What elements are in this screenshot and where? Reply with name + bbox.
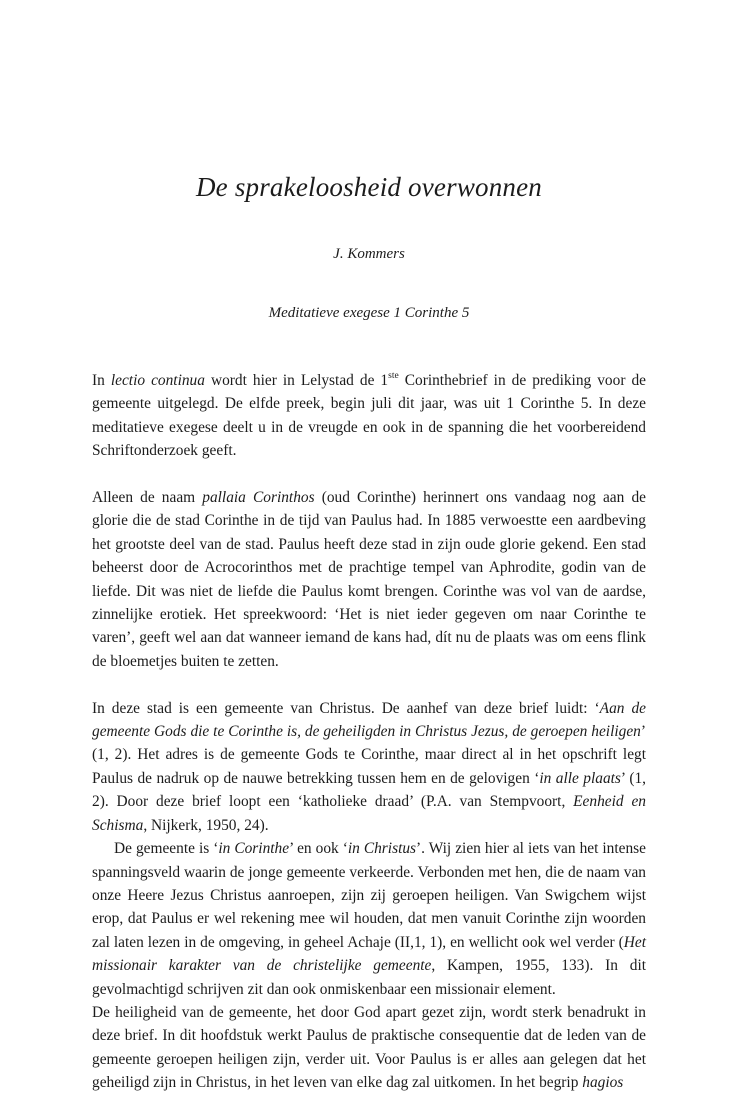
text-segment: in Christus	[347, 840, 417, 858]
article-body	[92, 369, 646, 1095]
text-segment: De gemeente is ‘	[114, 840, 219, 858]
text-segment: Alleen de naam	[92, 489, 203, 507]
text-segment: pallaia Corinthos	[202, 489, 315, 507]
text-segment: lectio continua	[110, 372, 205, 389]
article-title: De sprakeloosheid overwonnen	[195, 172, 543, 202]
text-segment: De heiligheid van de gemeente, het door God apart gezet zijn, wordt sterk benadrukt in deze brief. In dit hoofdstuk werkt Paulus de praktische consequentie dat de leden van de gemeente geroepen heiligen zijn, verder uit. Voor Paulus is er alles aan gelegen dat het geheiligd zijn in Christus, in het leven van elke dag zal uitkomen. In het begrip	[92, 1003, 646, 1092]
paragraph-corinth-history	[92, 486, 646, 673]
text-segment: ’ (1, 2). Het adres is de gemeente Gods te Corinthe, maar direct al in het opschrift legt Paulus de nadruk op de nauwe betrekking tussen hem en de gelovigen ‘	[92, 723, 646, 787]
paragraph-congregation	[92, 697, 646, 837]
text-segment: (oud Corinthe) herinnert ons vandaag nog aan de glorie die de stad Corinthe in de tijd van Paulus had. In 1885 verwoestte een aardbeving het grootste deel van de stad. Paulus heeft deze stad in zijn oude glorie gekend. Een stad beheerst door de Acrocorinthos met de prachtige tempel van Aphrodite, godin van de liefde. Dit was niet de liefde die Paulus komt brengen. Corinthe was vol van de aardse, zinnelijke erotiek. Het spreekwoord: ‘Het is niet ieder gegeven om naar Corinthe te varen’, geeft wel aan dat wanneer iemand de kans had, dít nu de plaats was om eens flink de bloemetjes buiten te zetten.	[92, 489, 646, 670]
text-segment: Eenheid en Schisma	[92, 793, 646, 834]
text-segment: Aan de gemeente Gods die te Corinthe is, de geheiligden in Christus Jezus, de geroepen heiligen	[92, 699, 646, 741]
text-segment: in alle plaats	[539, 769, 621, 787]
article-subtitle: Meditatieve exegese 1 Corinthe 5	[268, 305, 470, 321]
text-segment: , Nijkerk, 1950, 24).	[143, 816, 269, 834]
paragraph-intro	[92, 369, 646, 463]
paragraph-tension	[92, 837, 646, 1001]
text-segment: , Kampen, 1955, 133). In dit gevolmachtigd schrijven zit dan ook onmiskenbaar een missionair element.	[92, 957, 646, 998]
text-segment: Het missionair karakter van de christelijke gemeente	[92, 933, 646, 975]
text-segment: ste	[388, 371, 399, 381]
text-segment: hagios	[582, 1074, 624, 1092]
text-segment: wordt hier in Lelystad de 1	[204, 372, 389, 389]
paragraph-holiness	[92, 1001, 646, 1095]
text-segment: In	[92, 372, 111, 389]
text-segment: ’. Wij zien hier al iets van het intense spanningsveld waarin de jonge gemeente verkeerde. Verbonden met hen, die de naam van onze Heere Jezus Christus aanroepen, zijn zij geroepen heiligen. Van Swigchem wijst erop, dat Paulus er wel rekening mee wil houden, dat men vanuit Corinthe zijn woorden zal laten lezen in de omgeving, in geheel Achaje (II,1, 1), en wellicht ook wel verder (	[92, 840, 646, 951]
text-segment: Corinthebrief in de prediking voor de gemeente uitgelegd. De elfde preek, begin juli dit jaar, was uit 1 Corinthe 5. In deze meditatieve exegese deelt u in de vreugde en ook in de spanning die het voorbereidend Schriftonderzoek geeft.	[92, 372, 647, 460]
text-segment: In deze stad is een gemeente van Christus. De aanhef van deze brief luidt: ‘	[92, 699, 600, 717]
article-author: J. Kommers	[333, 246, 405, 262]
text-segment: ’ en ook ‘	[289, 840, 348, 858]
text-segment: ’ (1, 2). Door deze brief loopt een ‘katholieke draad’ (P.A. van Stempvoort,	[92, 769, 646, 811]
text-segment: in Corinthe	[218, 840, 290, 858]
